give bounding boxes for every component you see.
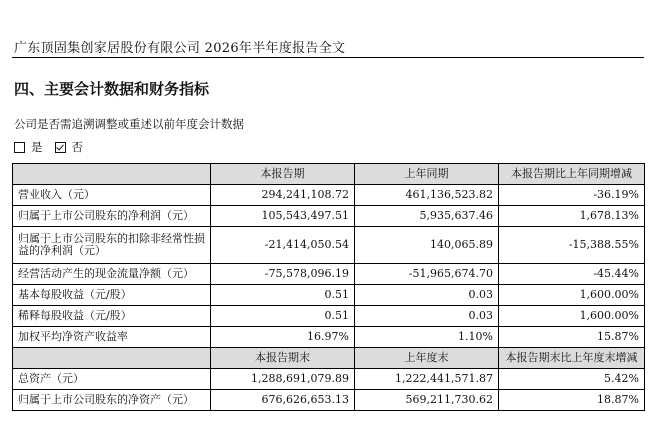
header-cell: 上年同期 bbox=[355, 164, 499, 185]
restatement-question: 公司是否需追溯调整或重述以前年度会计数据 bbox=[14, 117, 244, 131]
financial-indicators-table bbox=[12, 163, 645, 411]
cell-value: -21,414,050.54 bbox=[211, 227, 355, 264]
row-label: 经营活动产生的现金流量净额（元） bbox=[13, 264, 211, 285]
option-yes-label: 是 bbox=[31, 140, 43, 154]
cell-value: 16.97% bbox=[211, 327, 355, 348]
cell-value: 15.87% bbox=[499, 327, 645, 348]
cell-value: 1,222,441,571.87 bbox=[355, 369, 499, 390]
row-label: 归属于上市公司股东的扣除非经常性损益的净利润（元） bbox=[13, 227, 211, 264]
row-label: 归属于上市公司股东的净资产（元） bbox=[13, 390, 211, 411]
cell-value: 18.87% bbox=[499, 390, 645, 411]
cell-value: 1,288,691,079.89 bbox=[211, 369, 355, 390]
table-row bbox=[13, 369, 645, 390]
cell-value: 105,543,497.51 bbox=[211, 206, 355, 227]
cell-value: -45.44% bbox=[499, 264, 645, 285]
section-title: 四、主要会计数据和财务指标 bbox=[14, 80, 210, 98]
cell-value: 461,136,523.82 bbox=[355, 185, 499, 206]
header-cell: 本报告期 bbox=[211, 164, 355, 185]
cell-value: 676,626,653.13 bbox=[211, 390, 355, 411]
header-cell bbox=[13, 164, 211, 185]
restatement-options bbox=[14, 139, 91, 155]
header-cell bbox=[13, 348, 211, 369]
table-row bbox=[13, 390, 645, 411]
cell-value: 294,241,108.72 bbox=[211, 185, 355, 206]
cell-value: 1,600.00% bbox=[499, 285, 645, 306]
cell-value: -36.19% bbox=[499, 185, 645, 206]
cell-value: 0.51 bbox=[211, 306, 355, 327]
table-row bbox=[13, 285, 645, 306]
row-label: 基本每股收益（元/股） bbox=[13, 285, 211, 306]
table-row bbox=[13, 185, 645, 206]
cell-value: -75,578,096.19 bbox=[211, 264, 355, 285]
row-label: 总资产（元） bbox=[13, 369, 211, 390]
cell-value: -51,965,674.70 bbox=[355, 264, 499, 285]
cell-value: 1.10% bbox=[355, 327, 499, 348]
table-row bbox=[13, 206, 645, 227]
header-cell: 本报告期比上年同期增减 bbox=[499, 164, 645, 185]
cell-value: -15,388.55% bbox=[499, 227, 645, 264]
row-label: 归属于上市公司股东的净利润（元） bbox=[13, 206, 211, 227]
header-cell: 本报告期末 bbox=[211, 348, 355, 369]
cell-value: 1,678.13% bbox=[499, 206, 645, 227]
checkbox-yes[interactable] bbox=[14, 142, 25, 153]
header-cell: 本报告期末比上年度末增减 bbox=[499, 348, 645, 369]
cell-value: 140,065.89 bbox=[355, 227, 499, 264]
cell-value: 0.03 bbox=[355, 285, 499, 306]
header-divider bbox=[12, 57, 644, 58]
document-header: 广东顶固集创家居股份有限公司 2026年半年度报告全文 bbox=[14, 41, 346, 56]
cell-value: 0.03 bbox=[355, 306, 499, 327]
header-cell: 上年度末 bbox=[355, 348, 499, 369]
row-label: 营业收入（元） bbox=[13, 185, 211, 206]
option-no-label: 否 bbox=[71, 140, 83, 154]
table-row bbox=[13, 264, 645, 285]
cell-value: 5,935,637.46 bbox=[355, 206, 499, 227]
cell-value: 0.51 bbox=[211, 285, 355, 306]
table-header-row bbox=[13, 164, 645, 185]
cell-value: 5.42% bbox=[499, 369, 645, 390]
table-header-row bbox=[13, 348, 645, 369]
table-row bbox=[13, 227, 645, 264]
row-label: 加权平均净资产收益率 bbox=[13, 327, 211, 348]
table-row bbox=[13, 306, 645, 327]
checkbox-no[interactable] bbox=[55, 142, 66, 153]
cell-value: 569,211,730.62 bbox=[355, 390, 499, 411]
table-row bbox=[13, 327, 645, 348]
cell-value: 1,600.00% bbox=[499, 306, 645, 327]
row-label: 稀释每股收益（元/股） bbox=[13, 306, 211, 327]
